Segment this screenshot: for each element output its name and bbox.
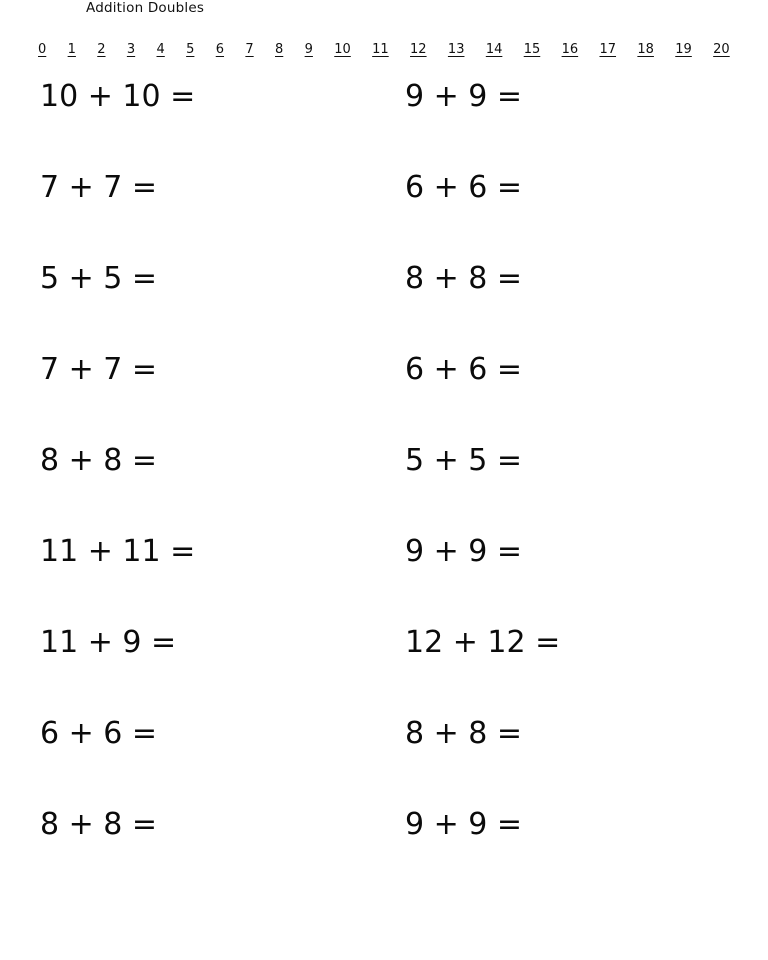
problem-row [0, 626, 768, 717]
problem-expression: 9 + 9 = [405, 807, 523, 842]
number-line-tick: 13 [447, 42, 465, 57]
problem-cell [0, 444, 384, 478]
problem-expression: 7 + 7 = [40, 352, 158, 387]
problem-cell [0, 262, 384, 296]
page-title: Addition Doubles [86, 0, 205, 16]
problem-row [0, 444, 768, 535]
problem-cell [384, 535, 768, 569]
number-line [38, 42, 730, 57]
problem-expression: 5 + 5 = [405, 443, 523, 478]
problem-cell [384, 80, 768, 114]
problem-cell [0, 171, 384, 205]
problem-cell [0, 808, 384, 842]
number-line-tick: 14 [485, 42, 503, 57]
problem-expression: 10 + 10 = [40, 79, 196, 114]
problem-row [0, 717, 768, 808]
number-line-tick: 17 [599, 42, 617, 57]
problem-expression: 9 + 9 = [405, 534, 523, 569]
number-line-tick: 18 [637, 42, 654, 57]
problem-cell [0, 80, 384, 114]
problem-expression: 11 + 9 = [40, 625, 177, 660]
number-line-tick: 3 [126, 42, 136, 57]
problem-cell [384, 353, 768, 387]
number-line-tick: 16 [561, 42, 579, 57]
problem-row [0, 353, 768, 444]
problem-cell [384, 444, 768, 478]
problem-cell [0, 353, 384, 387]
problem-row [0, 808, 768, 899]
problem-expression: 6 + 6 = [405, 352, 523, 387]
number-line-tick: 5 [186, 42, 195, 57]
problem-expression: 12 + 12 = [405, 625, 561, 660]
problem-row [0, 80, 768, 171]
number-line-tick: 7 [245, 42, 254, 57]
number-line-tick: 20 [713, 42, 730, 57]
number-line-tick: 10 [334, 42, 351, 57]
problem-expression: 7 + 7 = [40, 170, 158, 205]
problem-expression: 9 + 9 = [405, 79, 523, 114]
problem-cell [384, 171, 768, 205]
problem-expression: 11 + 11 = [40, 534, 196, 569]
problem-expression: 6 + 6 = [40, 716, 158, 751]
problem-expression: 8 + 8 = [40, 807, 158, 842]
number-line-tick: 0 [38, 42, 47, 57]
number-line-tick: 8 [275, 42, 284, 57]
number-line-tick: 12 [410, 42, 427, 57]
problem-expression: 8 + 8 = [405, 716, 523, 751]
problem-expression: 8 + 8 = [405, 261, 523, 296]
problem-cell [0, 717, 384, 751]
problem-cell [0, 535, 384, 569]
number-line-tick: 9 [304, 42, 313, 57]
problem-row [0, 262, 768, 353]
problem-expression: 5 + 5 = [40, 261, 158, 296]
problem-cell [384, 808, 768, 842]
problem-cell [0, 626, 384, 660]
problem-cell [384, 626, 768, 660]
number-line-tick: 6 [215, 42, 225, 57]
number-line-tick: 2 [97, 42, 106, 57]
problem-row [0, 171, 768, 262]
number-line-tick: 15 [523, 42, 541, 57]
number-line-tick: 11 [372, 42, 389, 57]
problem-expression: 8 + 8 = [40, 443, 158, 478]
number-line-tick: 4 [156, 42, 165, 57]
problem-expression: 6 + 6 = [405, 170, 523, 205]
problem-cell [384, 717, 768, 751]
problem-cell [384, 262, 768, 296]
number-line-tick: 1 [67, 42, 76, 57]
problem-grid [0, 80, 768, 899]
number-line-tick: 19 [675, 42, 692, 57]
problem-row [0, 535, 768, 626]
